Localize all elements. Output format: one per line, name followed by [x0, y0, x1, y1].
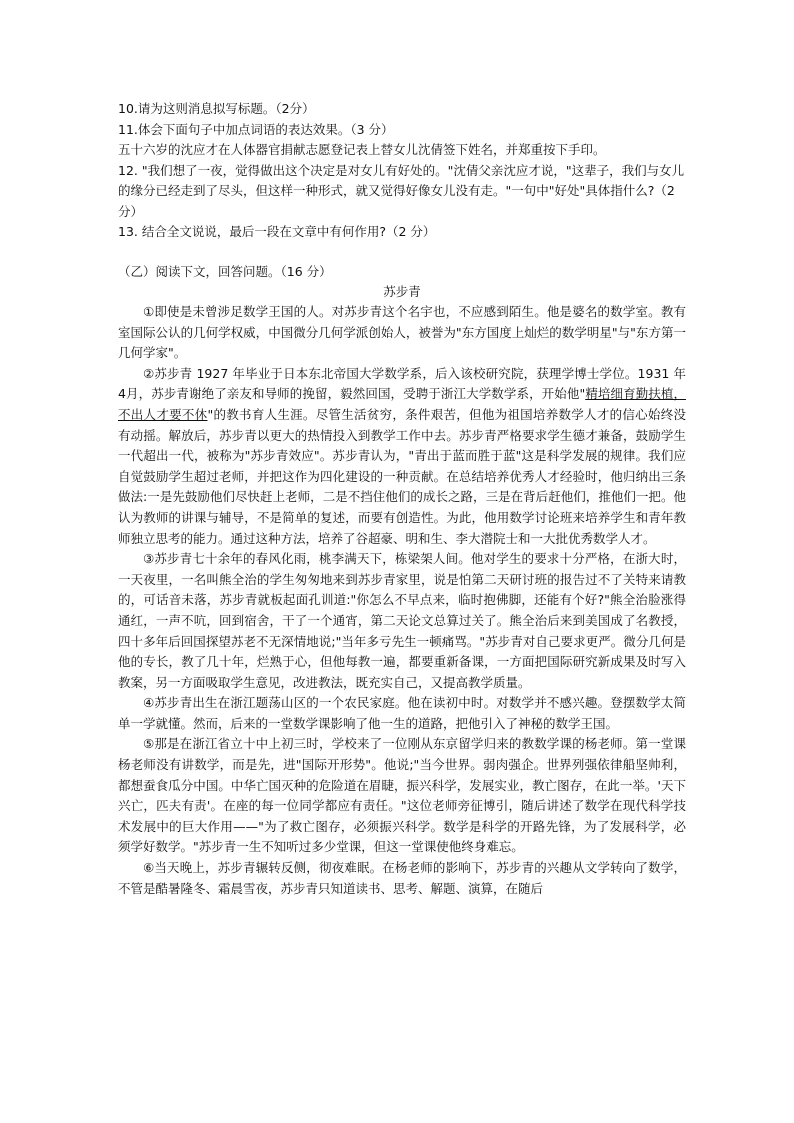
- paragraph-2: [118, 364, 686, 549]
- paragraph-1: ①即使是未曾涉足数学王国的人。对苏步青这个名宇也，不应感到陌生。他是婆名的数学室。教有室国际公认的几何学权威，中国微分几何学派创始人，被誉为"东方国度上灿烂的数学明星"与"东方第一几何学家"。: [118, 304, 686, 361]
- section-heading: （乙）阅读下文，回答问题。（16 分）: [118, 264, 332, 279]
- question-11-sentence: 五十六岁的沈应才在人体器官捐献志愿登记表上替女儿沈倩签下姓名，并郑重按下手印。: [118, 142, 606, 157]
- question-13: 13. 结合全文说说，最后一段在文章中有何作用?（2 分）: [118, 224, 436, 239]
- paragraph-2-before: ②苏步青 1927 年毕业于日本东北帝国大学数学系，后入该校研究院，获理学博士学位。1931 年 4月，苏步青谢绝了亲友和导师的挽留，毅然回国，受聘于浙江大学数学系，开始他": [118, 365, 686, 402]
- paragraph-4: ④苏步青出生在浙江题荡山区的一个农民家庭。他在读初中时。对数学并不感兴趣。登摆数学太简单一学就懂。然而，后来的一堂数学课影响了他一生的道路，把他引入了神秘的数学王国。: [118, 695, 686, 731]
- paragraph-2-after: "的教书育人生涯。尽管生活贫穷，条件艰苦，但他为祖国培养数学人才的信心始终没有动摇。解放后，苏步青以更大的热情投入到教学工作中去。苏步青严格要求学生德才兼备，鼓励学生一代超出一代，被称为"苏步青效应"。苏步青认为，"青出于蓝而胜于蓝"这是科学发展的规律。我们应自觉鼓励学生超过老师，并把这作为四化建设的一种贡献。在总结培养优秀人才经验时，他归纳出三条做法:一是先鼓励他们尽快赶上老师，二是不挡住他们的成长之路，三是在背后赶他们，推他们一把。他认为教师的讲课与辅导，不是简单的复述，而要有创造性。为此，他用数学讨论班来培养学生和青年教师独立思考的能力。通过这种方法，培养了谷超豪、明和生、李大潜院士和一大批优秀数学人才。: [118, 406, 686, 546]
- question-11: 11.体会下面句子中加点词语的表达效果。（3 分）: [118, 121, 394, 137]
- paragraph-5: ⑤那是在浙江省立十中上初三时，学校来了一位刚从东京留学归来的教数学课的杨老师。第一堂课杨老师没有讲数学，而是先，进"国际开形势"。他说;"当今世界。弱肉强企。世界列强依律船坚帅利，都想蚕食瓜分中国。中华亡国灭种的危险道在眉睫，振兴科学，发展实业，教亡图存，在此一举。'天下兴亡，匹夫有责'。在座的每一位同学都应有责任。"这位老师旁征博引，随后讲述了数学在现代科学技术发展中的巨大作用——"为了救亡图存，必须振兴科学。数学是科学的开路先锋，为了发展科学，必须学好数学。"苏步青一生不知听过多少堂课，但这一堂课使他终身难忘。: [118, 736, 686, 855]
- question-12: 12. "我们想了一夜，觉得做出这个决定是对女儿有好处的。"沈倩父亲沈应才说，"这辈子，我们与女儿的缘分已经走到了尽头，但这样一种形式，就又觉得好像女儿没有走。"一句中"好处"具体指什么?（2 分）: [118, 162, 685, 219]
- paragraph-3: ③苏步青七十余年的春风化雨，桃李满天下，栋梁架人间。他对学生的要求十分严格，在浙大时，一天夜里，一名叫熊全治的学生匆匆地来到苏步青家里，说是怕第二天研讨班的报告过不了关特来请教的，可话音未落，苏步青就板起面孔训道:"你怎么不早点来，临时抱佛脚，还能有个好?"熊全治脸涨得通红，一声不吭，回到宿舍，干了一个通宵，第二天论文总算过关了。熊全治后来到美国成了名教授，四十多年后回国探望苏老不无深情地说;"当年多亏先生一顿痛骂。"苏步青对自己要求更严。微分几何是他的专长，教了几十年，烂熟于心，但他每教一遍，都要重新备课，一方面把国际研究新成果及时写入教案，另一方面吸取学生意见，改进教法，既充实自己，又提高教学质量。: [118, 551, 686, 690]
- paragraph-6: ⑥当天晚上，苏步青辗转反侧，彻夜难眠。在杨老师的影响下，苏步青的兴趣从文学转向了数学，不管是酷暑隆冬、霜晨雪夜，苏步青只知道读书、思考、解题、演算，在随后: [118, 860, 686, 896]
- question-list: [118, 99, 688, 243]
- paragraph-2-underlined-quote: 精培细育勤扶植，不出人才要不休: [118, 386, 686, 422]
- reading-section: [118, 262, 686, 899]
- question-10: 10.请为这则消息拟写标题。（2分）: [118, 101, 315, 116]
- article-title: 苏步青: [383, 284, 421, 299]
